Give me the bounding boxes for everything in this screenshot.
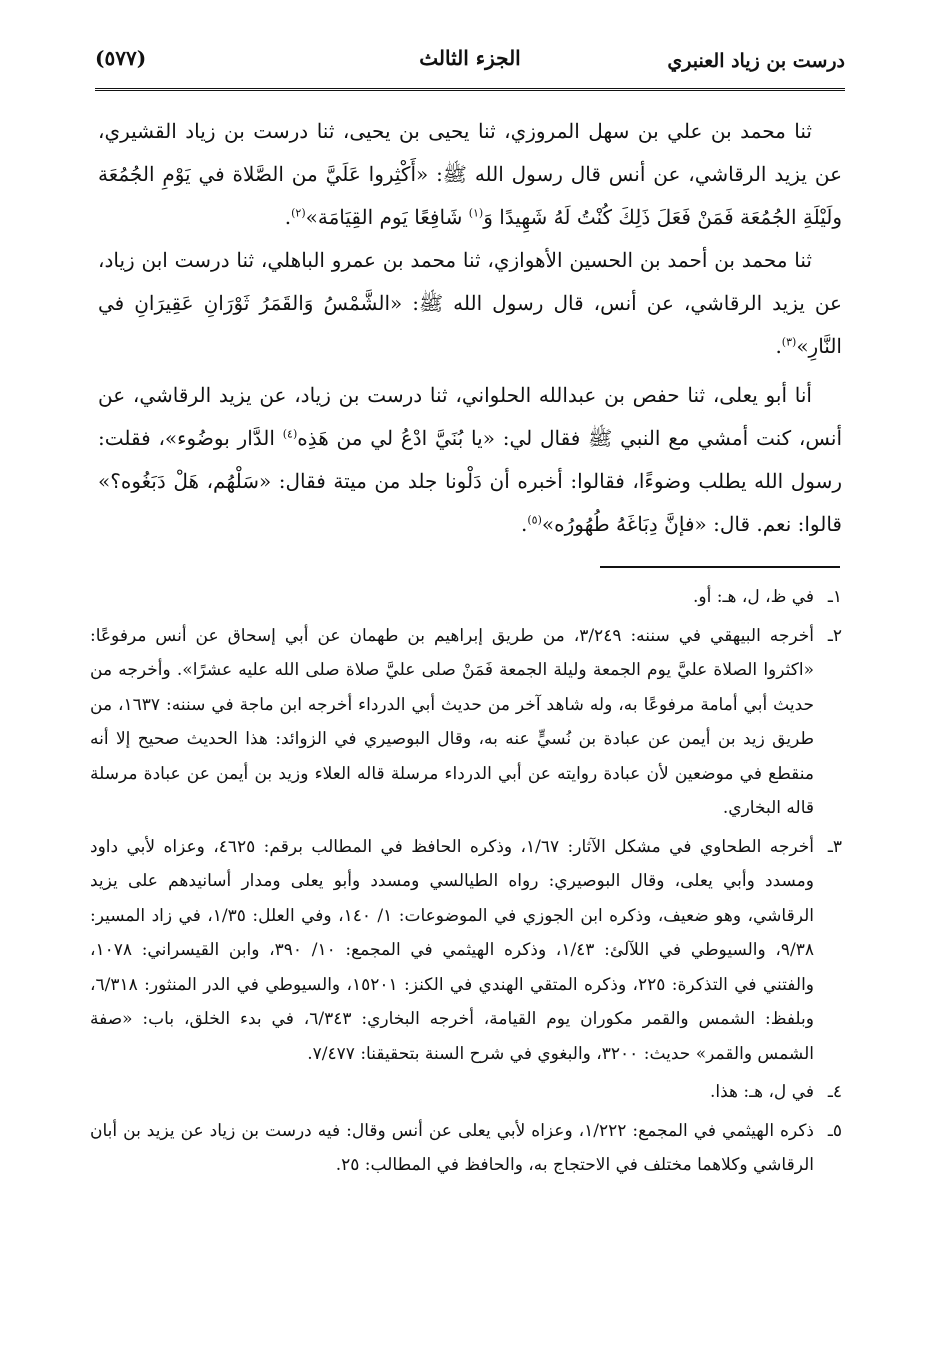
footnote-text: في ظ، ل، هـ: أو.	[693, 587, 814, 607]
header-rule	[95, 88, 845, 91]
footnote-5	[90, 1114, 842, 1183]
footnotes	[90, 580, 842, 1187]
footnote-ref-3: (٣)	[781, 335, 797, 349]
footnote-ref-2: (٢)	[291, 206, 306, 220]
footnote-text: أخرجه الطحاوي في مشكل الآثار: ١/٦٧، وذكره الحافظ في المطالب برقم: ٤٦٢٥، وعزاه لأبي داود ومسدد وأبي يعلى، وقال البوصيري: رواه الطيالسي ومسدد وأبو يعلى ومدار أسانيدهم على يزيد الرقاشي، وهو ضعيف، وذكره ابن الجوزي في الموضوعات: ١/ ١٤٠، وفي العلل: ١/٣٥، في زاد المسير: ٩/٣٨، والسيوطي في اللآلئ: ١/٤٣، وذكره الهيثمي في المجمع: ١٠/ ٣٩٠، وابن القيسراني: ١٠٧٨، والفتني في التذكرة: ٢٢٥، وذكره المتقي الهندي في الكنز: ١٥٢٠١، والسيوطي في الدر المنثور: ٦/٣١٨، وبلفظ: الشمس والقمر مكوران يوم القيامة، أخرجه البخاري: ٦/٣٤٣، في بدء الخلق، باب: «صفة الشمس والقمر» حديث: ٣٢٠٠، والبغوي في شرح السنة بتحقيقنا: ٧/٤٧٧.	[90, 836, 815, 1064]
hadith-1-text: ثنا محمد بن علي بن سهل المروزي، ثنا يحيى بن يحيى، ثنا درست بن زياد القشيري، عن يزيد الرقاشي، عن أنس قال رسول الله ﷺ: «أَكْثِروا عَلَيَّ من الصَّلاة في يَوْمِ الجُمُعَة ولَيْلَةِ الجُمُعَة فَمَنْ فَعَلَ ذَلِكَ كُنْتُ لَهُ شَهِيدًا وَ	[98, 119, 842, 229]
hadith-2-end: .	[775, 334, 782, 358]
footnote-ref-4: (٤)	[282, 427, 298, 441]
footnote-1	[90, 580, 842, 615]
footnote-number: ٢ـ	[827, 625, 842, 646]
footnote-text: في ل، هـ: هذا.	[709, 1082, 814, 1102]
hadith-paragraph-3	[98, 374, 842, 546]
footnote-text: أخرجه البيهقي في سننه: ٣/٢٤٩، من طريق إبراهيم بن طهمان عن أبي إسحاق عن أنس مرفوعًا: «اكثروا الصلاة عليَّ يوم الجمعة وليلة الجمعة فَمَنْ صلى عليَّ صلاة صلى الله عليه عشرًا». وأخرجه من حديث أبي أمامة مرفوعًا به، وله شاهد آخر من حديث أبي الدرداء أخرجه ابن ماجة في سننه: ١٦٣٧، من طريق زيد بن أيمن عن عبادة بن نُسيٍّ عنه به، وقال البوصيري في الزوائد: هذا الحديث صحيح إلا أنه منقطع في موضعين لأن عبادة روايته عن أبي الدرداء مرسلة قاله العلاء وزيد بن أيمن عن عبادة مرسلة قاله البخاري.	[90, 625, 815, 818]
hadith-2-text: ثنا محمد بن أحمد بن الحسين الأهوازي، ثنا محمد بن عمرو الباهلي، ثنا درست ابن زياد، عن يزيد الرقاشي، عن أنس، قال رسول الله ﷺ: «الشَّمْسُ وَالقَمَرُ ثَوْرَانِ عَقِيرَانِ في النَّارِ»	[98, 248, 842, 358]
footnote-number: ٥ـ	[827, 1120, 842, 1141]
page-number: (٥٧٧)	[95, 46, 147, 70]
hadith-paragraph-1	[98, 110, 842, 239]
footnote-ref-1: (١)	[468, 206, 484, 220]
main-text	[98, 110, 842, 546]
volume-title: الجزء الثالث	[419, 46, 521, 70]
footnote-ref-5: (٥)	[527, 513, 542, 527]
hadith-1-end: .	[284, 205, 292, 229]
footnote-text: ذكره الهيثمي في المجمع: ١/٢٢٢، وعزاه لأبي يعلى عن أنس وقال: فيه درست بن زياد عن يزيد بن أبان الرقاشي وكلاهما مختلف في الاحتجاج به، والحافظ في المطالب: ٢٥.	[90, 1120, 814, 1175]
footnote-separator	[600, 566, 840, 568]
chapter-title: درست بن زياد العنبري	[667, 50, 845, 72]
footnote-number: ١ـ	[827, 587, 842, 607]
hadith-3-end: .	[520, 512, 528, 536]
footnote-3	[90, 830, 842, 1072]
hadith-3-text-cont: الدَّار بوضُوء»، فقلت: رسول الله يطلب وضوءًا، فقالوا: أخبره أن دَلْونا جلد من ميتة فقال: «سَلْهُم، هَلْ دَبَغُوه؟» قالوا: نعم. قال: «فإنَّ دِبَاغَهُ طُهُورُه»	[98, 426, 842, 536]
footnote-number: ٣ـ	[827, 836, 842, 857]
hadith-1-text-cont: شَافِعًا يَوم القِيَامَة»	[305, 205, 463, 229]
running-header	[95, 42, 845, 82]
footnote-number: ٤ـ	[827, 1082, 842, 1102]
hadith-3-text: أنا أبو يعلى، ثنا حفص بن عبدالله الحلواني، ثنا درست بن زياد، عن يزيد الرقاشي، عن أنس، كنت أمشي مع النبي ﷺ فقال لي: «يا بُنَيَّ ادْعُ لي من هَذِه	[98, 383, 843, 450]
footnote-2	[90, 619, 842, 826]
hadith-paragraph-2	[98, 239, 842, 368]
footnote-4	[90, 1075, 842, 1110]
